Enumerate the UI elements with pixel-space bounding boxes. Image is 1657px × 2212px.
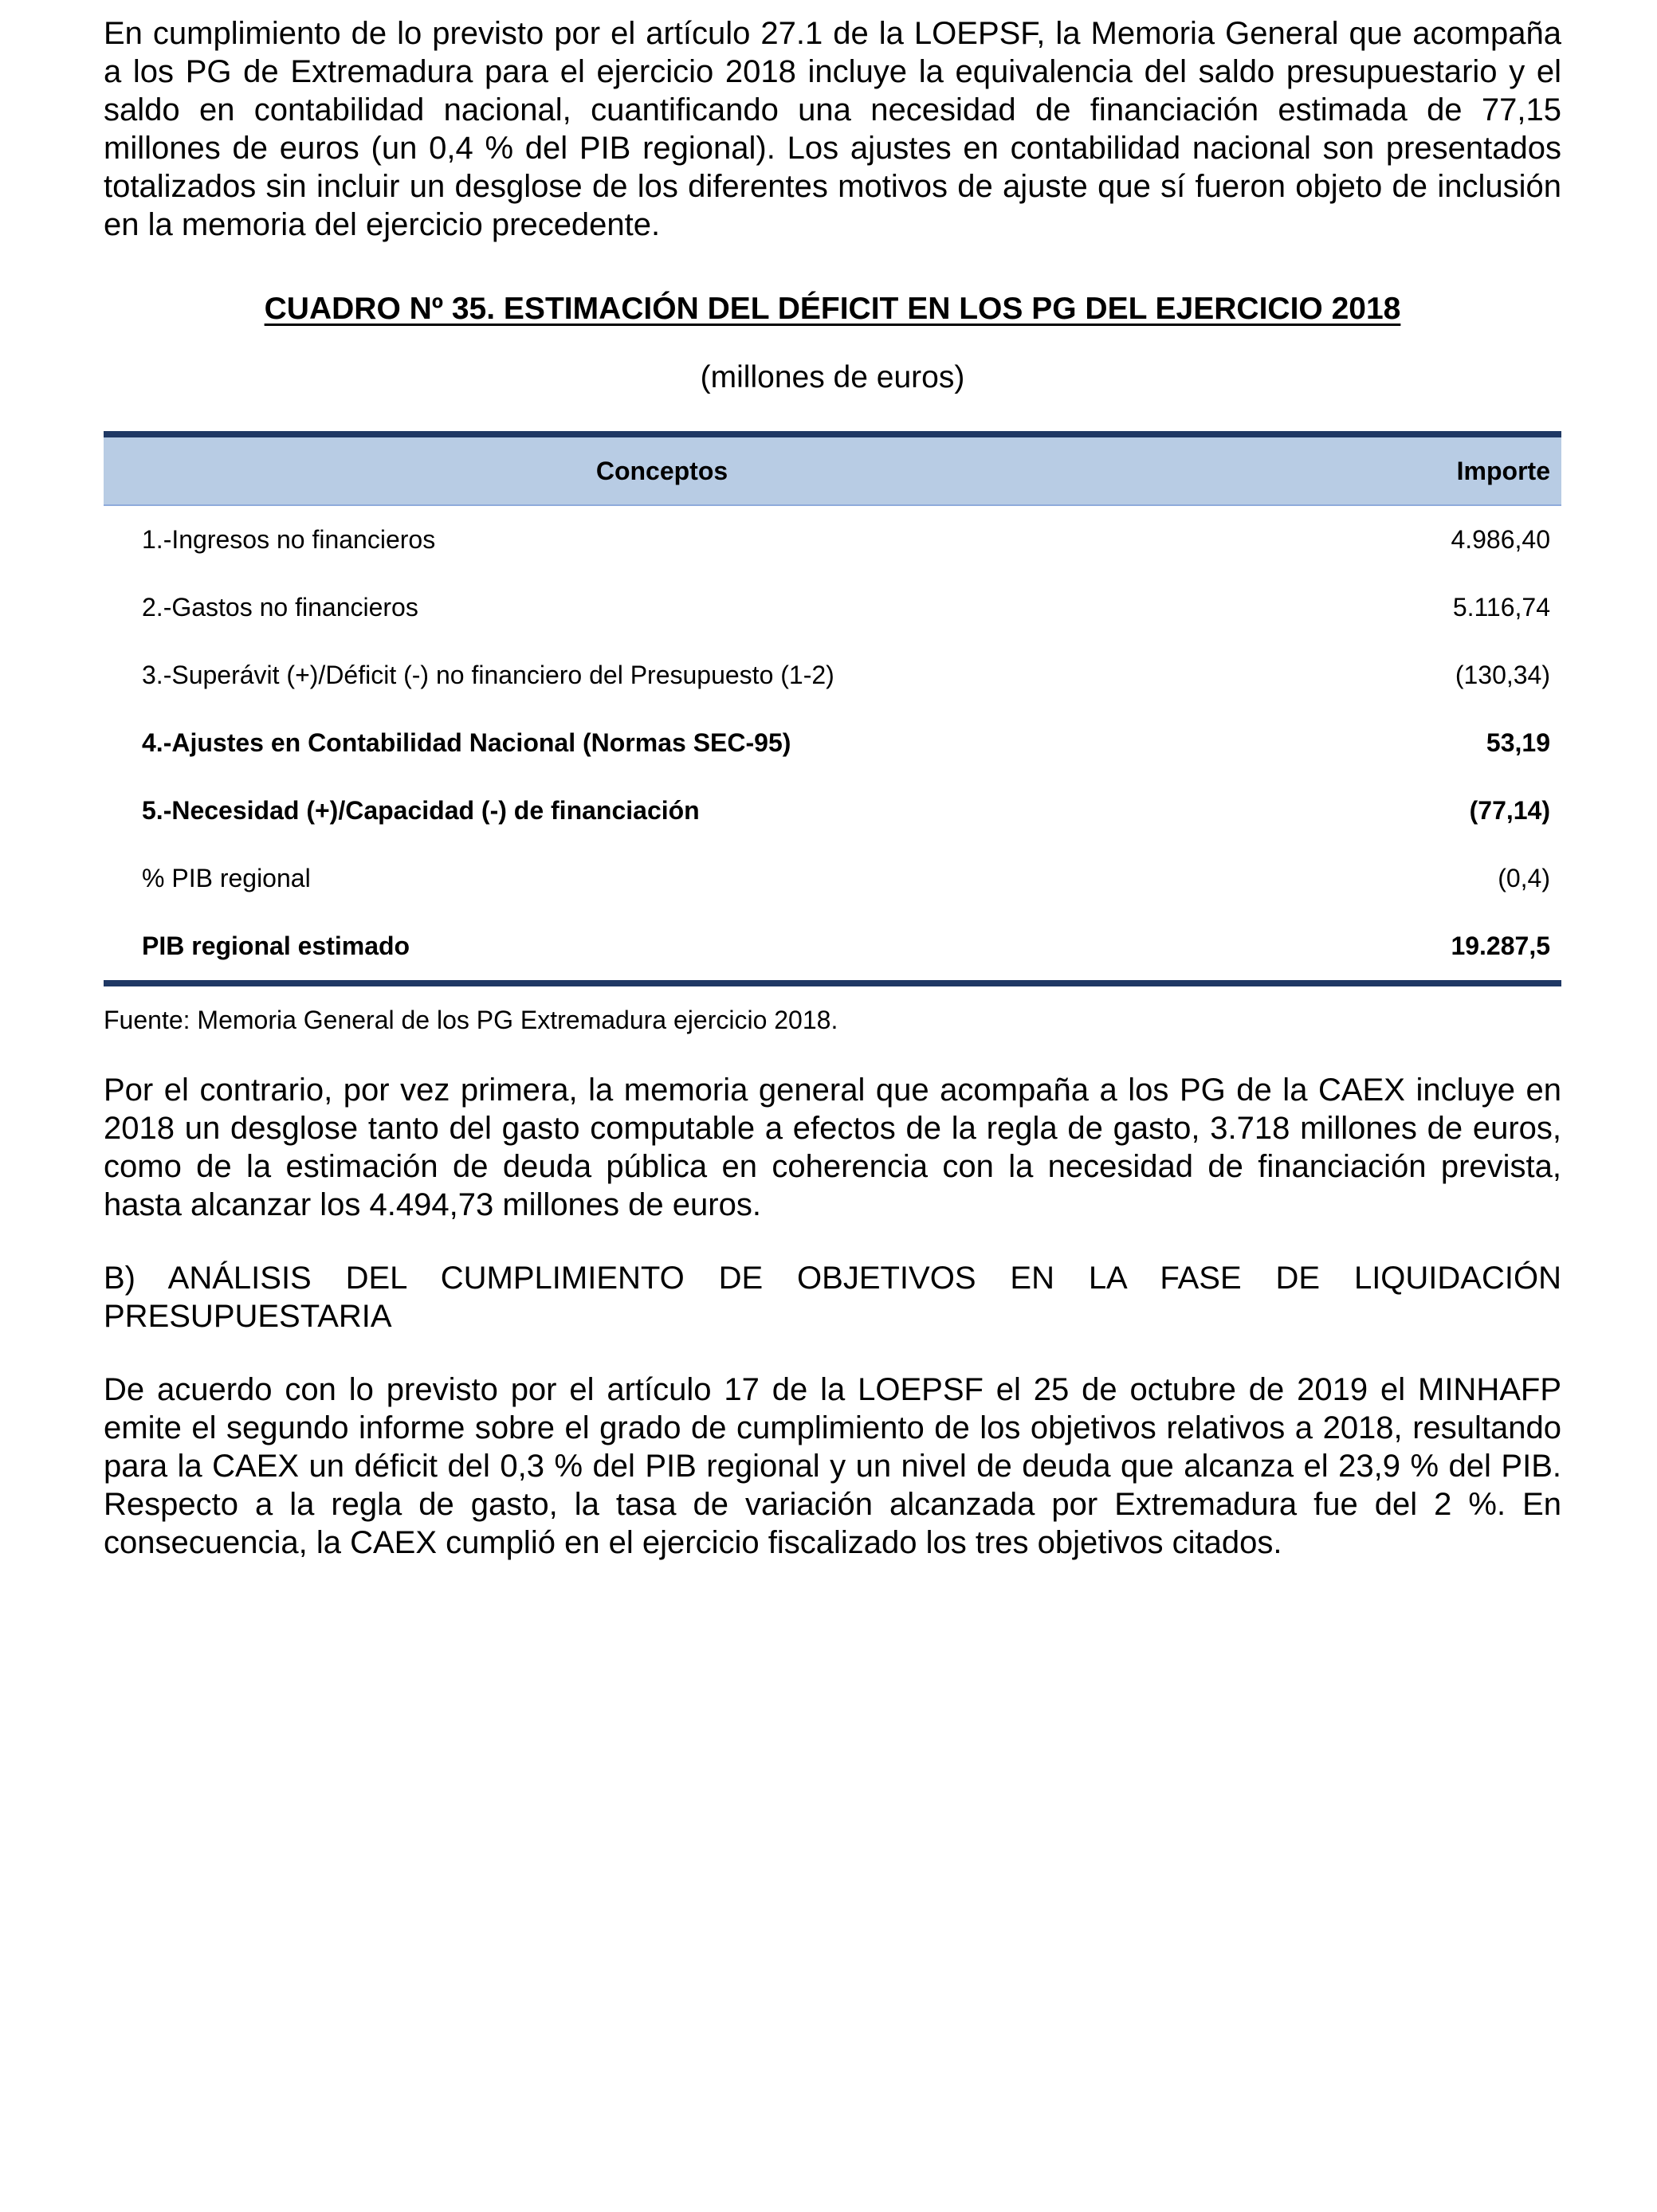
row-concept: PIB regional estimado: [104, 912, 1220, 983]
row-concept: 2.-Gastos no financieros: [142, 593, 418, 622]
section-b-heading-line1: B) ANÁLISIS DEL CUMPLIMIENTO DE OBJETIVOS EN LA FASE DE LIQUIDACIÓN: [104, 1261, 1561, 1296]
table-row: [104, 777, 1561, 845]
table-title: CUADRO Nº 35. ESTIMACIÓN DEL DÉFICIT EN LOS PG DEL EJERCICIO 2018: [264, 292, 1401, 326]
table-row: [104, 912, 1561, 983]
row-amount: (0,4): [1498, 864, 1550, 892]
row-amount: 19.287,5: [1220, 912, 1561, 983]
row-amount: 53,19: [1486, 728, 1550, 757]
header-importe: Importe: [1220, 434, 1561, 505]
row-amount: (77,14): [1469, 796, 1550, 825]
contrario-paragraph: Por el contrario, por vez primera, la memoria general que acompaña a los PG de la CAEX incluye en 2018 un desglose tanto del gasto computable a efectos de la regla de gasto, 3.718 millones de euros, como de la estimación de deuda pública en coherencia con la necesidad de financiación prevista, hasta alcanzar los 4.494,73 millones de euros.: [104, 1073, 1561, 1222]
intro-paragraph: En cumplimiento de lo previsto por el artículo 27.1 de la LOEPSF, la Memoria General que acompaña a los PG de Extremadura para el ejercicio 2018 incluye la equivalencia del saldo presupuestario y el saldo en contabilidad nacional, cuantificando una necesidad de financiación estimada de 77,15 millones de euros (un 0,4 % del PIB regional). Los ajustes en contabilidad nacional son presentados totalizados sin incluir un desglose de los diferentes motivos de ajuste que sí fueron objeto de inclusión en la memoria del ejercicio precedente.: [104, 16, 1561, 242]
acuerdo-paragraph: De acuerdo con lo previsto por el artículo 17 de la LOEPSF el 25 de octubre de 2019 el MINHAFP emite el segundo informe sobre el grado de cumplimiento de los objetivos relativos a 2018, resultando para la CAEX un déficit del 0,3 % del PIB regional y un nivel de deuda que alcanza el 23,9 % del PIB. Respecto a la regla de gasto, la tasa de variación alcanzada por Extremadura fue del 2 %. En consecuencia, la CAEX cumplió en el ejercicio fiscalizado los tres objetivos citados.: [104, 1372, 1561, 1560]
table-header-row: [104, 434, 1561, 505]
row-concept: 4.-Ajustes en Contabilidad Nacional (Normas SEC-95): [142, 728, 791, 757]
document-page: [104, 14, 1561, 1562]
table-unit: (millones de euros): [700, 360, 965, 394]
table-row: [104, 574, 1561, 641]
section-b-heading-line2: PRESUPUESTARIA: [104, 1299, 392, 1334]
table-row: [104, 641, 1561, 709]
row-concept: 3.-Superávit (+)/Déficit (-) no financiero del Presupuesto (1-2): [142, 661, 834, 689]
row-concept: 1.-Ingresos no financieros: [142, 525, 436, 554]
deficit-table: [104, 431, 1561, 986]
table-row: [104, 845, 1561, 912]
row-amount: 4.986,40: [1451, 525, 1550, 554]
table-row: [104, 505, 1561, 574]
row-amount: 5.116,74: [1452, 593, 1550, 622]
row-concept: 5.-Necesidad (+)/Capacidad (-) de financiación: [142, 796, 700, 825]
header-conceptos: Conceptos: [104, 434, 1220, 505]
row-concept: % PIB regional: [142, 864, 311, 892]
table-source: Fuente: Memoria General de los PG Extremadura ejercicio 2018.: [104, 1006, 838, 1034]
deficit-table-container: [104, 431, 1561, 986]
table-row: [104, 709, 1561, 777]
row-amount: (130,34): [1455, 661, 1550, 689]
